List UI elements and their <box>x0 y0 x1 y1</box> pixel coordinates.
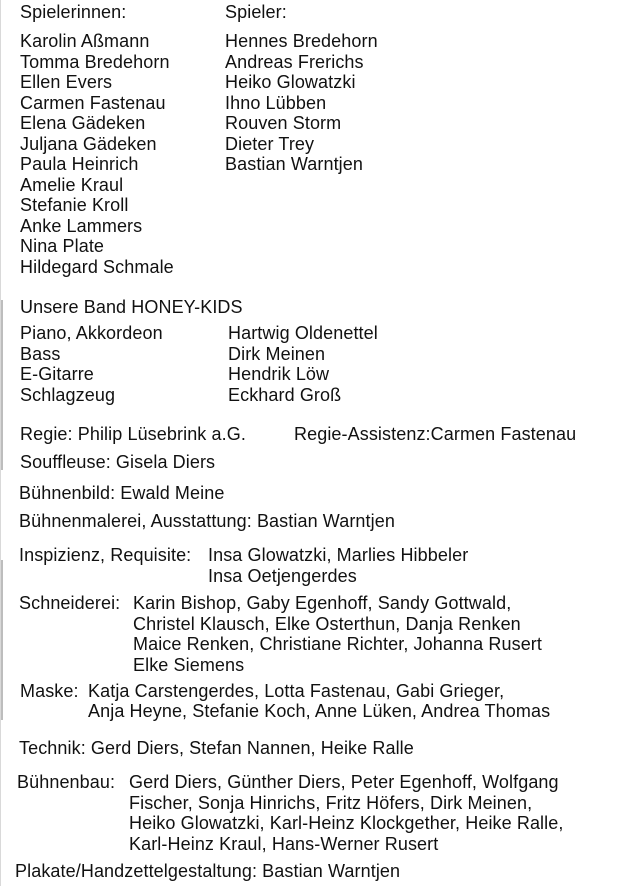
band-players <box>228 323 378 405</box>
men-heading: Spieler: <box>225 2 287 22</box>
schneiderei-names <box>133 593 542 675</box>
instrument-label: Piano, Akkordeon <box>20 323 163 343</box>
buehnenbau-label: Bühnenbau: <box>17 772 116 792</box>
list-item: Tomma Bredehorn <box>20 51 170 72</box>
band-heading: Unsere Band HONEY-KIDS <box>20 297 243 317</box>
list-item: Juljana Gädeken <box>20 133 157 154</box>
list-item: Nina Plate <box>20 236 105 256</box>
credit-line: Karin Bishop, Gaby Egenhoff, Sandy Gottwald, <box>133 593 512 613</box>
list-item: Karolin Aßmann <box>20 31 150 51</box>
list-item: Elena Gädeken <box>20 113 146 133</box>
women-heading: Spielerinnen: <box>20 2 127 22</box>
list-item: Stefanie Kroll <box>20 195 129 215</box>
left-edge-mark-2 <box>1 560 3 720</box>
regie: Regie: Philip Lüsebrink a.G. <box>20 424 246 444</box>
list-item: Amelie Kraul <box>20 174 124 195</box>
credit-line: Maice Renken, Christiane Richter, Johanna Rusert <box>133 634 542 654</box>
inspizienz-label: Inspizienz, Requisite: <box>19 545 192 565</box>
list-item: Rouven Storm <box>225 113 342 133</box>
list-item: Hildegard Schmale <box>20 256 174 277</box>
instrument-label: E-Gitarre <box>20 364 94 384</box>
credit-line: Insa Oetjengerdes <box>208 565 357 586</box>
credit-line: Karl-Heinz Kraul, Hans-Werner Rusert <box>129 833 439 854</box>
list-item: Anke Lammers <box>20 215 143 236</box>
souffleuse: Souffleuse: Gisela Diers <box>20 452 216 472</box>
list-item: Dieter Trey <box>225 133 315 154</box>
buehnenbild: Bühnenbild: Ewald Meine <box>19 483 225 503</box>
band-player: Eckhard Groß <box>228 384 342 405</box>
list-item: Andreas Frerichs <box>225 51 364 72</box>
regie-assistenz: Regie-Assistenz:Carmen Fastenau <box>294 424 577 444</box>
list-item: Bastian Warntjen <box>225 154 363 174</box>
list-item: Ihno Lübben <box>225 92 327 113</box>
instrument-label: Bass <box>20 343 61 364</box>
credit-line: Gerd Diers, Günther Diers, Peter Egenhoff, Wolfgang <box>129 772 559 792</box>
credit-line: Insa Glowatzki, Marlies Hibbeler <box>208 545 469 565</box>
band-player: Hartwig Oldenettel <box>228 323 378 343</box>
schneiderei-label: Schneiderei: <box>19 593 121 613</box>
men-list <box>225 31 378 175</box>
list-item: Paula Heinrich <box>20 154 139 174</box>
plakate: Plakate/Handzettelgestaltung: Bastian Warntjen <box>15 861 401 881</box>
list-item: Ellen Evers <box>20 72 113 92</box>
technik: Technik: Gerd Diers, Stefan Nannen, Heike Ralle <box>19 738 414 758</box>
credit-line: Christel Klausch, Elke Osterthun, Danja Renken <box>133 613 521 634</box>
buehnenbau-names <box>129 772 563 854</box>
maske-line-1: Katja Carstengerdes, Lotta Fastenau, Gabi Grieger, <box>88 681 505 701</box>
left-edge-mark <box>1 300 3 470</box>
list-item: Carmen Fastenau <box>20 92 166 113</box>
inspizienz-names <box>208 545 468 586</box>
maske-label: Maske: <box>20 681 79 701</box>
instrument-label: Schlagzeug <box>20 384 116 405</box>
list-item: Hennes Bredehorn <box>225 31 378 51</box>
credit-line: Heiko Glowatzki, Karl-Heinz Klockgether, Heike Ralle, <box>129 813 564 833</box>
band-player: Dirk Meinen <box>228 343 326 364</box>
credit-line: Elke Siemens <box>133 654 245 675</box>
list-item: Heiko Glowatzki <box>225 72 356 92</box>
band-instruments <box>20 323 163 405</box>
buehnenmalerei: Bühnenmalerei, Ausstattung: Bastian Warntjen <box>19 511 395 531</box>
maske-line-2: Anja Heyne, Stefanie Koch, Anne Lüken, Andrea Thomas <box>88 701 551 721</box>
women-list <box>20 31 174 277</box>
band-player: Hendrik Löw <box>228 364 330 384</box>
credit-line: Fischer, Sonja Hinrichs, Fritz Höfers, Dirk Meinen, <box>129 792 533 813</box>
